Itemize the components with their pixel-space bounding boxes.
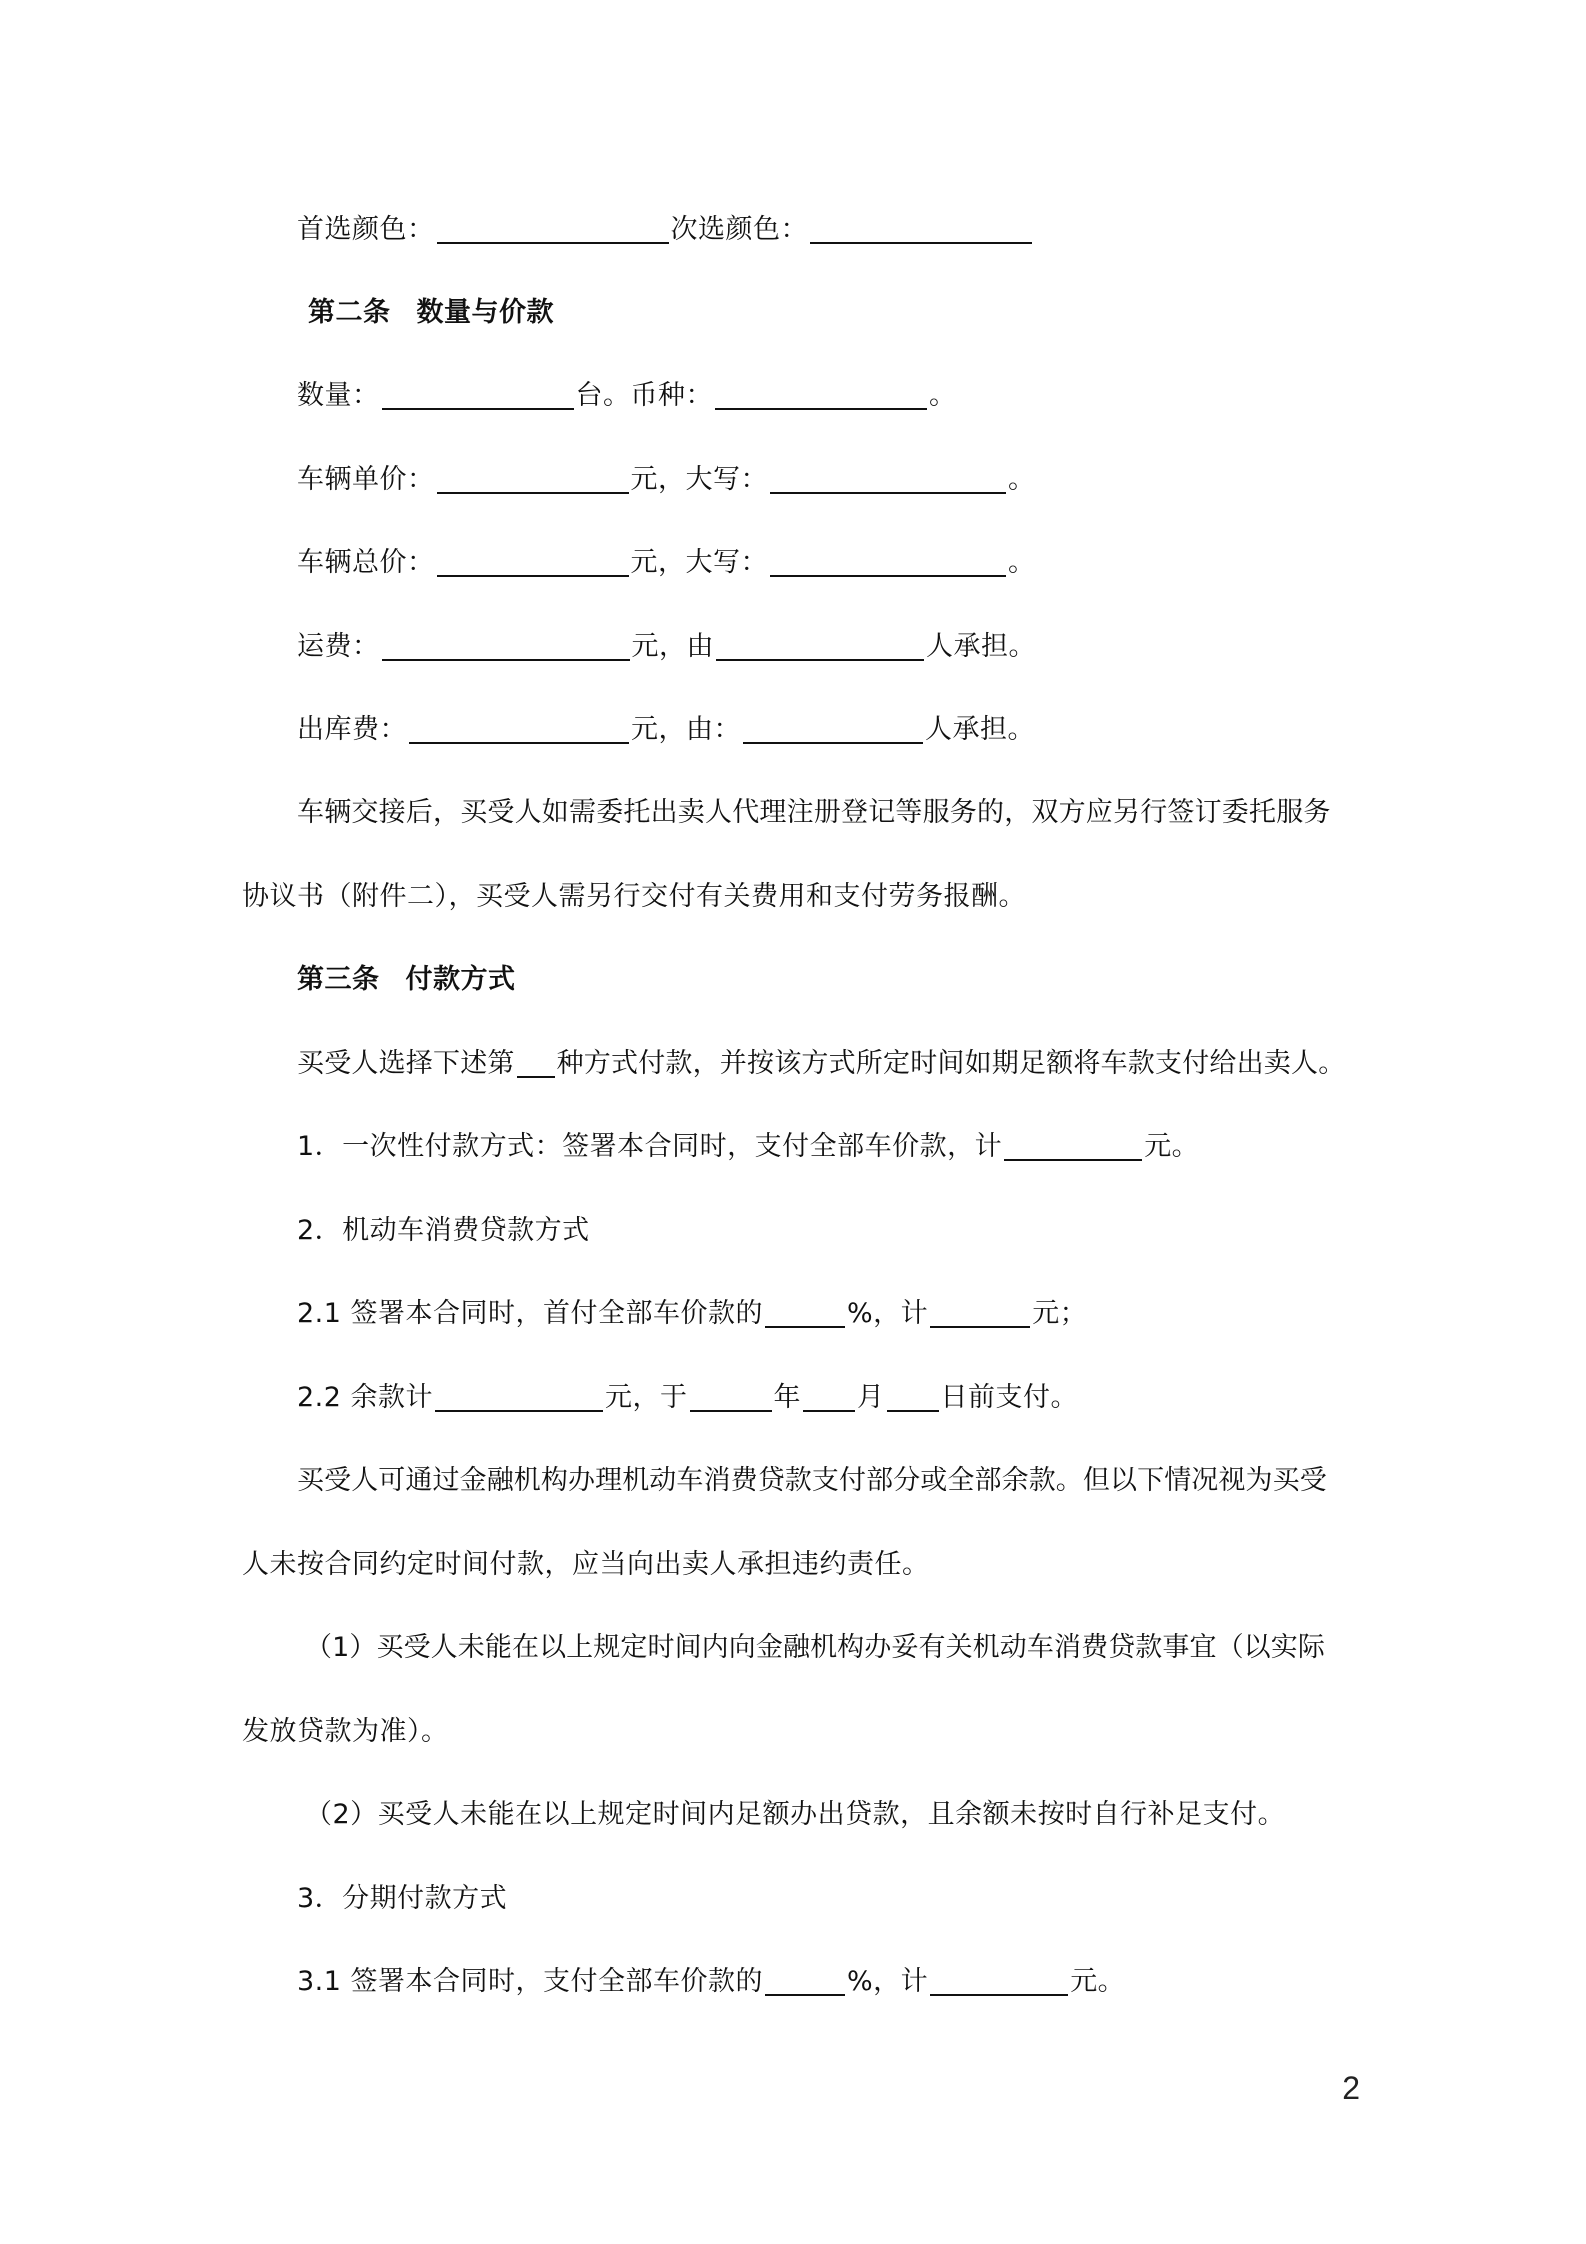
balance-month-blank[interactable] bbox=[803, 1374, 855, 1412]
secondary-color-label: 次选颜色： bbox=[670, 214, 808, 245]
method-3-1-line bbox=[0, 1952, 1586, 2012]
balance-amount-blank[interactable] bbox=[435, 1374, 603, 1412]
method-2-2-line bbox=[0, 1368, 1586, 1428]
installment-percent-blank[interactable] bbox=[765, 1958, 845, 1996]
condition-1-line-1: （1）买受人未能在以上规定时间内向金融机构办妥有关机动车消费贷款事宜（以实际 bbox=[305, 1632, 1325, 1663]
color-preference-line bbox=[0, 200, 1586, 260]
payment-choice-text-a: 买受人选择下述第 bbox=[297, 1048, 515, 1079]
secondary-color-blank[interactable] bbox=[810, 206, 1032, 244]
balance-day-blank[interactable] bbox=[887, 1374, 939, 1412]
freight-line bbox=[0, 617, 1586, 677]
method-3-title: 3．分期付款方式 bbox=[297, 1883, 508, 1914]
unit-price-words-label: 元，大写： bbox=[630, 464, 768, 495]
down-payment-amount-blank[interactable] bbox=[930, 1290, 1030, 1328]
article-3-number: 第三条 bbox=[297, 964, 380, 995]
total-price-words-blank[interactable] bbox=[770, 539, 1006, 577]
article-3-heading bbox=[0, 950, 1586, 1010]
method-1-line bbox=[0, 1117, 1586, 1177]
exit-fee-label: 出库费： bbox=[297, 714, 407, 745]
total-price-words-label: 元，大写： bbox=[630, 547, 768, 578]
unit-price-line bbox=[0, 450, 1586, 510]
day-label: 日前支付。 bbox=[940, 1382, 1079, 1413]
article-2-title: 数量与价款 bbox=[416, 297, 554, 328]
paragraph-loan-2: 人未按合同约定时间付款，应当向出卖人承担违约责任。 bbox=[242, 1549, 930, 1580]
method-2-1-line bbox=[0, 1284, 1586, 1344]
balance-year-blank[interactable] bbox=[690, 1374, 772, 1412]
method-2-1-text: 2.1 签署本合同时，首付全部车价款的 bbox=[297, 1298, 764, 1329]
unit-price-end: 。 bbox=[1008, 464, 1036, 495]
method-3-1-end: 元。 bbox=[1070, 1966, 1126, 1997]
article-3-title: 付款方式 bbox=[405, 964, 516, 995]
freight-label: 运费： bbox=[297, 631, 380, 662]
method-2-title: 2．机动车消费贷款方式 bbox=[297, 1215, 590, 1246]
article-2-heading bbox=[0, 283, 1586, 343]
quantity-label: 数量： bbox=[297, 380, 380, 411]
quantity-line bbox=[0, 366, 1586, 426]
payment-choice-blank[interactable] bbox=[517, 1040, 555, 1078]
freight-payer-blank[interactable] bbox=[716, 623, 924, 661]
installment-amount-blank[interactable] bbox=[930, 1958, 1068, 1996]
method-2-1-mid: %，计 bbox=[847, 1298, 929, 1329]
condition-2-line: （2）买受人未能在以上规定时间内足额办出贷款，且余额未按时自行补足支付。 bbox=[305, 1799, 1286, 1830]
method-1-text: 1．一次性付款方式：签署本合同时，支付全部车价款，计 bbox=[297, 1131, 1003, 1162]
year-label: 年 bbox=[773, 1382, 802, 1413]
freight-end: 人承担。 bbox=[926, 631, 1036, 662]
unit-price-label: 车辆单价： bbox=[297, 464, 435, 495]
condition-1-line-2: 发放贷款为准）。 bbox=[242, 1716, 449, 1747]
paragraph-delivery-2: 协议书（附件二），买受人需另行交付有关费用和支付劳务报酬。 bbox=[242, 881, 1026, 912]
method-2-2-text: 2.2 余款计 bbox=[297, 1382, 434, 1413]
method-1-amount-blank[interactable] bbox=[1004, 1123, 1142, 1161]
exit-fee-blank[interactable] bbox=[409, 706, 629, 744]
unit-price-words-blank[interactable] bbox=[770, 456, 1006, 494]
article-2-number: 第二条 bbox=[308, 297, 391, 328]
method-3-1-mid: %，计 bbox=[847, 1966, 929, 1997]
month-label: 月 bbox=[857, 1382, 885, 1413]
method-2-2-due: 元，于 bbox=[605, 1382, 688, 1413]
unit-price-blank[interactable] bbox=[437, 456, 629, 494]
total-price-blank[interactable] bbox=[437, 539, 629, 577]
exit-fee-payer-blank[interactable] bbox=[743, 706, 923, 744]
method-2-1-end: 元； bbox=[1032, 1298, 1088, 1329]
exit-fee-end: 人承担。 bbox=[925, 714, 1035, 745]
total-price-label: 车辆总价： bbox=[297, 547, 435, 578]
freight-payer-label: 元，由 bbox=[631, 631, 714, 662]
freight-blank[interactable] bbox=[382, 623, 630, 661]
primary-color-label: 首选颜色： bbox=[297, 214, 435, 245]
payment-choice-line bbox=[0, 1034, 1586, 1094]
primary-color-blank[interactable] bbox=[437, 206, 669, 244]
quantity-end: 。 bbox=[929, 380, 957, 411]
paragraph-delivery-1: 车辆交接后，买受人如需委托出卖人代理注册登记等服务的，双方应另行签订委托服务 bbox=[297, 797, 1331, 828]
payment-choice-text-b: 种方式付款，并按该方式所定时间如期足额将车款支付给出卖人。 bbox=[556, 1048, 1346, 1079]
currency-blank[interactable] bbox=[715, 372, 927, 410]
page-number: 2 bbox=[1342, 2070, 1360, 2106]
method-1-unit: 元。 bbox=[1144, 1131, 1200, 1162]
exit-fee-line bbox=[0, 700, 1586, 760]
down-payment-percent-blank[interactable] bbox=[765, 1290, 845, 1328]
method-3-1-text: 3.1 签署本合同时，支付全部车价款的 bbox=[297, 1966, 764, 1997]
currency-label: 台。币种： bbox=[575, 380, 713, 411]
total-price-line bbox=[0, 533, 1586, 593]
exit-fee-payer-label: 元，由： bbox=[631, 714, 741, 745]
paragraph-loan-1: 买受人可通过金融机构办理机动车消费贷款支付部分或全部余款。但以下情况视为买受 bbox=[297, 1465, 1327, 1496]
total-price-end: 。 bbox=[1008, 547, 1036, 578]
quantity-blank[interactable] bbox=[382, 372, 574, 410]
